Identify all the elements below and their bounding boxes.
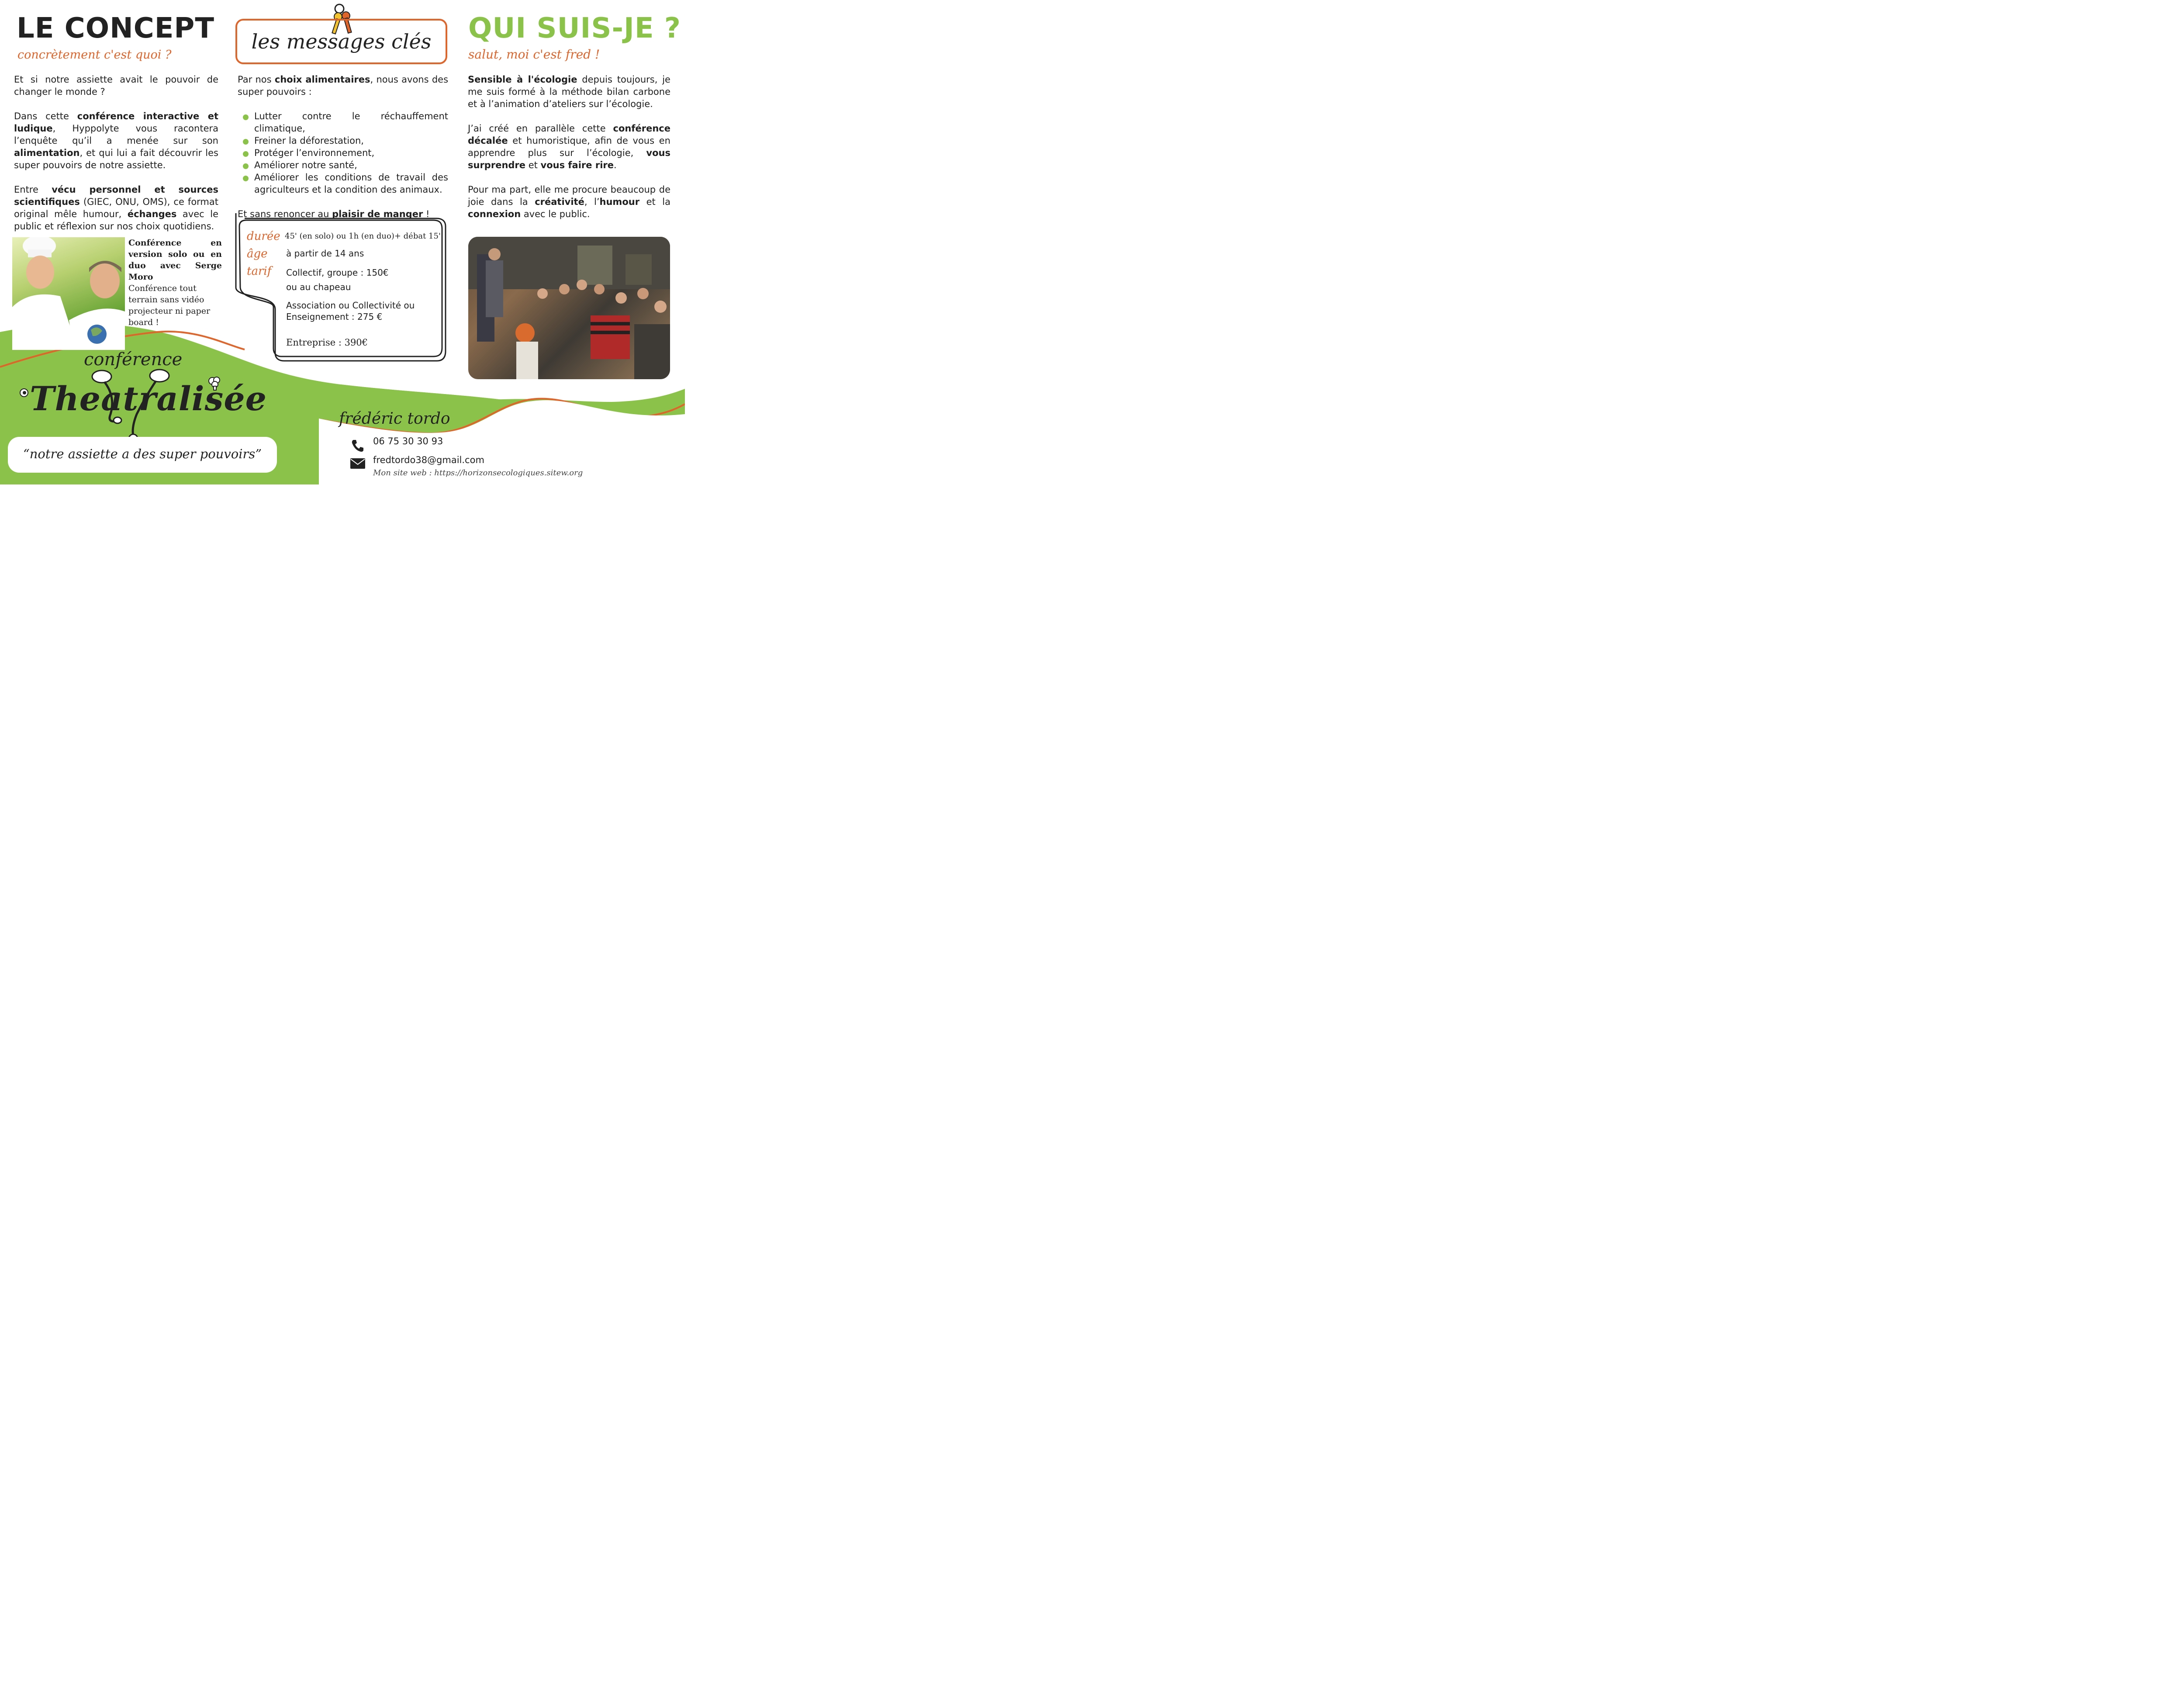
- brand-theatralisee: Theatralisée: [30, 379, 267, 418]
- contact-phone[interactable]: 06 75 30 30 93: [373, 436, 443, 446]
- info-tarif-association: Association ou Collectivité ou Enseignement : 275 €: [286, 300, 415, 322]
- messages-outro: Et sans renoncer au plaisir de manger !: [238, 209, 430, 219]
- concept-paragraph-3: Entre vécu personnel et sources scientifiques (GIEC, ONU, OMS), ce format original mêle humour, échanges avec le public et réflexion sur nos choix quotidiens.: [14, 184, 218, 232]
- email-icon: [350, 458, 366, 469]
- info-label-tarif: tarif: [247, 265, 272, 278]
- about-paragraph-1: Sensible à l'écologie depuis toujours, je me suis formé à la méthode bilan carbone et à l’animation d’ateliers sur l’écologie.: [468, 74, 670, 109]
- format-bold-text: Conférence en version solo ou en duo avec Serge Moro: [128, 238, 222, 282]
- concept-paragraph-1: Et si notre assiette avait le pouvoir de changer le monde ?: [14, 74, 218, 97]
- tagline-text: “notre assiette a des super pouvoirs”: [23, 446, 262, 461]
- info-label-duree: durée: [247, 230, 280, 243]
- format-side-note: [128, 237, 222, 328]
- info-age: à partir de 14 ans: [286, 248, 364, 259]
- about-paragraph-3: Pour ma part, elle me procure beaucoup de joie dans la créativité, l’humour et la connexion avec le public.: [468, 184, 670, 219]
- list-item: Améliorer notre santé,: [238, 159, 448, 171]
- list-item: Freiner la déforestation,: [238, 135, 448, 147]
- performers-photo: [12, 237, 125, 350]
- eye-icon: [19, 388, 29, 398]
- info-label-age: âge: [247, 247, 268, 260]
- audience-photo: [468, 237, 670, 379]
- list-item: Améliorer les conditions de travail des agriculteurs et la condition des animaux.: [238, 171, 448, 196]
- info-tarif-entreprise: Entreprise : 390€: [286, 337, 368, 348]
- info-tarif-collectif: Collectif, groupe : 150€ ou au chapeau: [286, 267, 389, 292]
- brand-conference: conférence: [84, 349, 183, 370]
- concept-title: LE CONCEPT: [17, 12, 214, 45]
- contact-website[interactable]: Mon site web : https://horizonsecologiques.sitew.org: [373, 468, 583, 477]
- contact-name: frédéric tordo: [339, 410, 450, 428]
- list-item: Protéger l’environnement,: [238, 147, 448, 159]
- about-title: QUI SUIS-JE ?: [468, 12, 681, 45]
- format-plain-text: Conférence tout terrain sans vidéo projecteur ni paper board !: [128, 284, 211, 327]
- messages-body: [238, 73, 448, 220]
- concept-subtitle: concrètement c'est quoi ?: [17, 48, 172, 62]
- messages-title: les messages clés: [251, 30, 432, 53]
- list-item: Lutter contre le réchauffement climatique,: [238, 110, 448, 135]
- messages-intro: Par nos choix alimentaires, nous avons des super pouvoirs :: [238, 74, 449, 97]
- messages-bullet-list: [238, 110, 448, 196]
- about-subtitle: salut, moi c'est fred !: [468, 47, 600, 62]
- about-body: [468, 73, 670, 232]
- concept-body: [14, 73, 218, 245]
- concept-paragraph-2: Dans cette conférence interactive et ludique, Hyppolyte vous racontera l’enquête qu’il a menée sur son alimentation, et qui lui a fait découvrir les super pouvoirs de notre assiette.: [14, 111, 219, 170]
- contact-email[interactable]: fredtordo38@gmail.com: [373, 455, 484, 465]
- phone-icon: [351, 439, 365, 453]
- info-duree: 45' (en solo) ou 1h (en duo)+ débat 15': [285, 232, 441, 241]
- about-paragraph-2: J’ai créé en parallèle cette conférence décalée et humoristique, afin de vous en apprendre plus sur l’écologie, vous surprendre et vous faire rire.: [468, 123, 670, 170]
